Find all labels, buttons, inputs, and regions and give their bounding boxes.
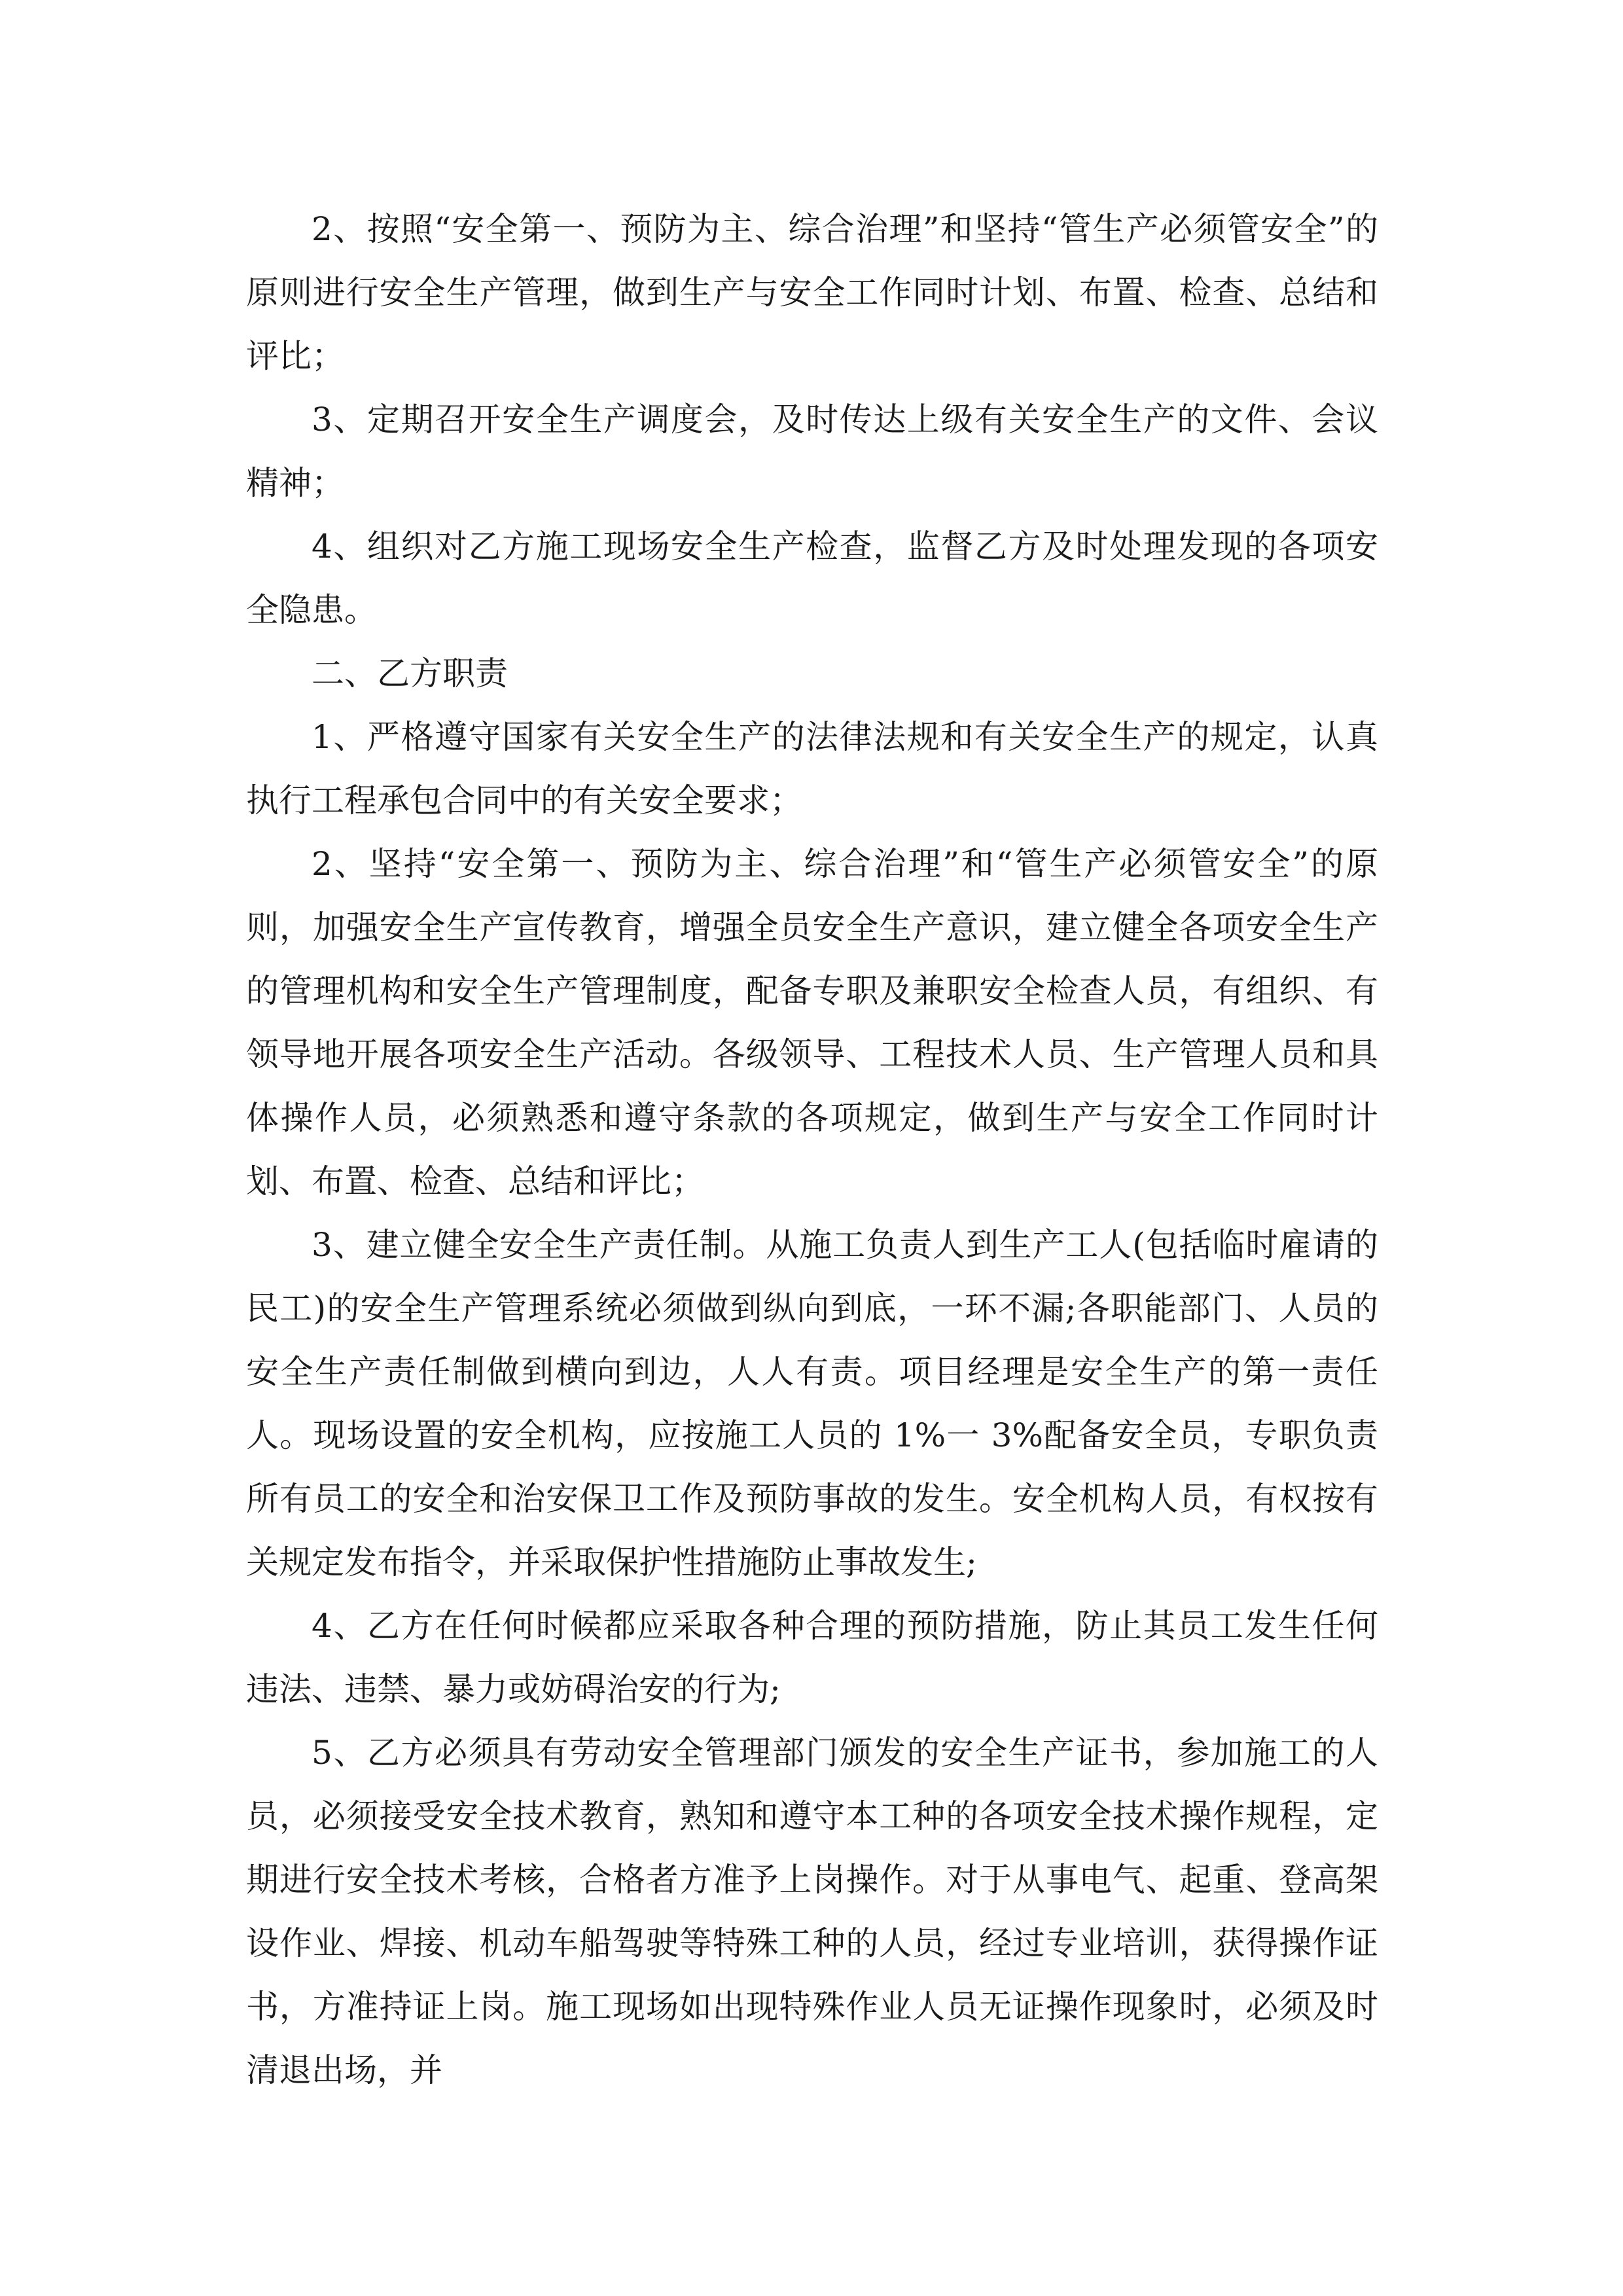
- paragraph-party-a-item-2: 2、按照“安全第一、预防为主、综合治理”和坚持“管生产必须管安全”的原则进行安全生产管理，做到生产与安全工作同时计划、布置、检查、总结和评比；: [246, 210, 1378, 375]
- paragraph-party-a-item-4: 4、组织对乙方施工现场安全生产检查，监督乙方及时处理发现的各项安全隐患。: [246, 528, 1378, 629]
- paragraph-party-b-item-5: 5、乙方必须具有劳动安全管理部门颁发的安全生产证书，参加施工的人员，必须接受安全技术教育，熟知和遵守本工种的各项安全技术操作规程，定期进行安全技术考核，合格者方准予上岗操作。对于从事电气、起重、登高架设作业、焊接、机动车船驾驶等特殊工种的人员，经过专业培训，获得操作证书，方准持证上岗。施工现场如出现特殊作业人员无证操作现象时，必须及时清退出场，并: [246, 1734, 1378, 2089]
- paragraph-party-a-item-3: 3、定期召开安全生产调度会，及时传达上级有关安全生产的文件、会议精神；: [246, 401, 1378, 502]
- paragraph-party-b-item-3: 3、建立健全安全生产责任制。从施工负责人到生产工人(包括临时雇请的民工)的安全生产管理系统必须做到纵向到底，一环不漏;各职能部门、人员的安全生产责任制做到横向到边，人人有责。项目经理是安全生产的第一责任人。现场设置的安全机构，应按施工人员的 1%一 3%配备安全员，专职负责所有员工的安全和治安保卫工作及预防事故的发生。安全机构人员，有权按有关规定发布指令，并采取保护性措施防止事故发生;: [246, 1226, 1378, 1581]
- paragraph-party-b-item-4: 4、乙方在任何时候都应采取各种合理的预防措施，防止其员工发生任何违法、违禁、暴力或妨碍治安的行为;: [246, 1607, 1378, 1708]
- paragraph-party-b-item-2: 2、坚持“安全第一、预防为主、综合治理”和“管生产必须管安全”的原则，加强安全生产宣传教育，增强全员安全生产意识，建立健全各项安全生产的管理机构和安全生产管理制度，配备专职及兼职安全检查人员，有组织、有领导地开展各项安全生产活动。各级领导、工程技术人员、生产管理人员和具体操作人员，必须熟悉和遵守条款的各项规定，做到生产与安全工作同时计划、布置、检查、总结和评比；: [246, 845, 1378, 1200]
- section-heading-party-b-duties: 二、乙方职责: [312, 655, 508, 692]
- document-body: [246, 198, 1378, 2102]
- paragraph-party-b-item-1: 1、严格遵守国家有关安全生产的法律法规和有关安全生产的规定，认真执行工程承包合同中的有关安全要求；: [246, 718, 1378, 819]
